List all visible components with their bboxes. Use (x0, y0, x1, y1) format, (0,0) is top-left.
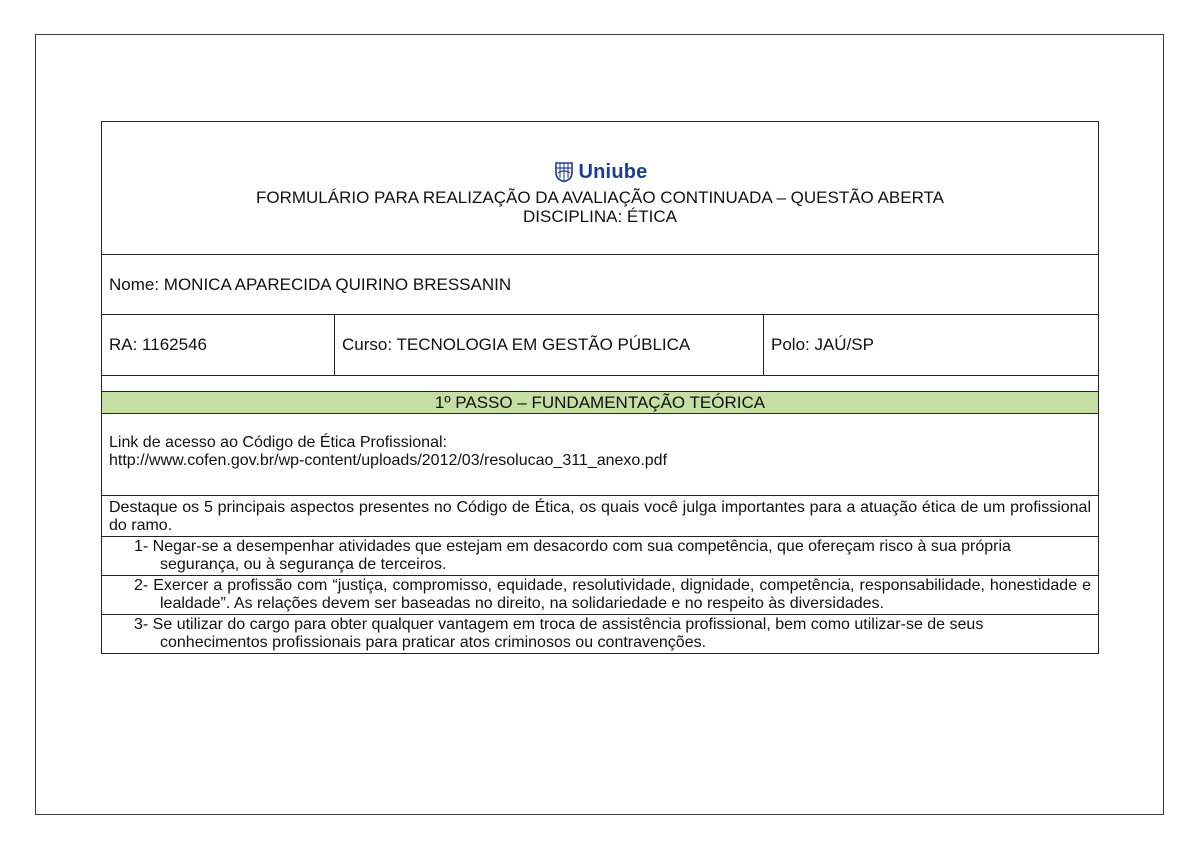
student-polo: Polo: JAÚ/SP (771, 335, 874, 354)
evaluation-form (101, 121, 1099, 654)
student-name: Nome: MONICA APARECIDA QUIRINO BRESSANIN (102, 255, 1098, 315)
form-header (102, 122, 1098, 255)
spacer-row (102, 376, 1098, 392)
link-section (102, 414, 1098, 496)
shield-logo-icon (553, 161, 575, 183)
student-course: Curso: TECNOLOGIA EM GESTÃO PÚBLICA (335, 315, 764, 375)
form-title: FORMULÁRIO PARA REALIZAÇÃO DA AVALIAÇÃO CONTINUADA – QUESTÃO ABERTA (255, 188, 945, 207)
list-item: 3- Se utilizar do cargo para obter qualquer vantagem em troca de assistência profissional, bem como utilizar-se de seus conhecimentos profissionais para praticar atos criminosos ou contravenções. (134, 616, 984, 651)
instructions-text: Destaque os 5 principais aspectos presentes no Código de Ética, os quais você julga importantes para a atuação ética de um profissional do ramo. (102, 496, 1098, 537)
discipline-title: DISCIPLINA: ÉTICA (523, 207, 677, 226)
uniube-logo (553, 159, 648, 185)
student-ra: RA: 1162546 (102, 315, 335, 375)
student-info-row (102, 315, 1098, 376)
logo-text: Uniube (578, 161, 648, 183)
link-label: Link de acesso ao Código de Ética Profissional: (109, 434, 447, 451)
code-of-ethics-link[interactable]: http://www.cofen.gov.br/wp-content/uploads/2012/03/resolucao_311_anexo.pdf (109, 452, 668, 469)
list-item: 1- Negar-se a desempenhar atividades que estejam em desacordo com sua competência, que ofereçam risco à sua própria segurança, ou à segurança de terceiros. (102, 537, 1098, 576)
list-item: 2- Exercer a profissão com “justiça, compromisso, equidade, resolutividade, dignidade, competência, responsabilidade, honestidade e lealdade”. As relações devem ser baseadas no direito, na solidariedade e no respeito às diversidades. (102, 576, 1098, 615)
step-header: 1º PASSO – FUNDAMENTAÇÃO TEÓRICA (102, 392, 1098, 414)
